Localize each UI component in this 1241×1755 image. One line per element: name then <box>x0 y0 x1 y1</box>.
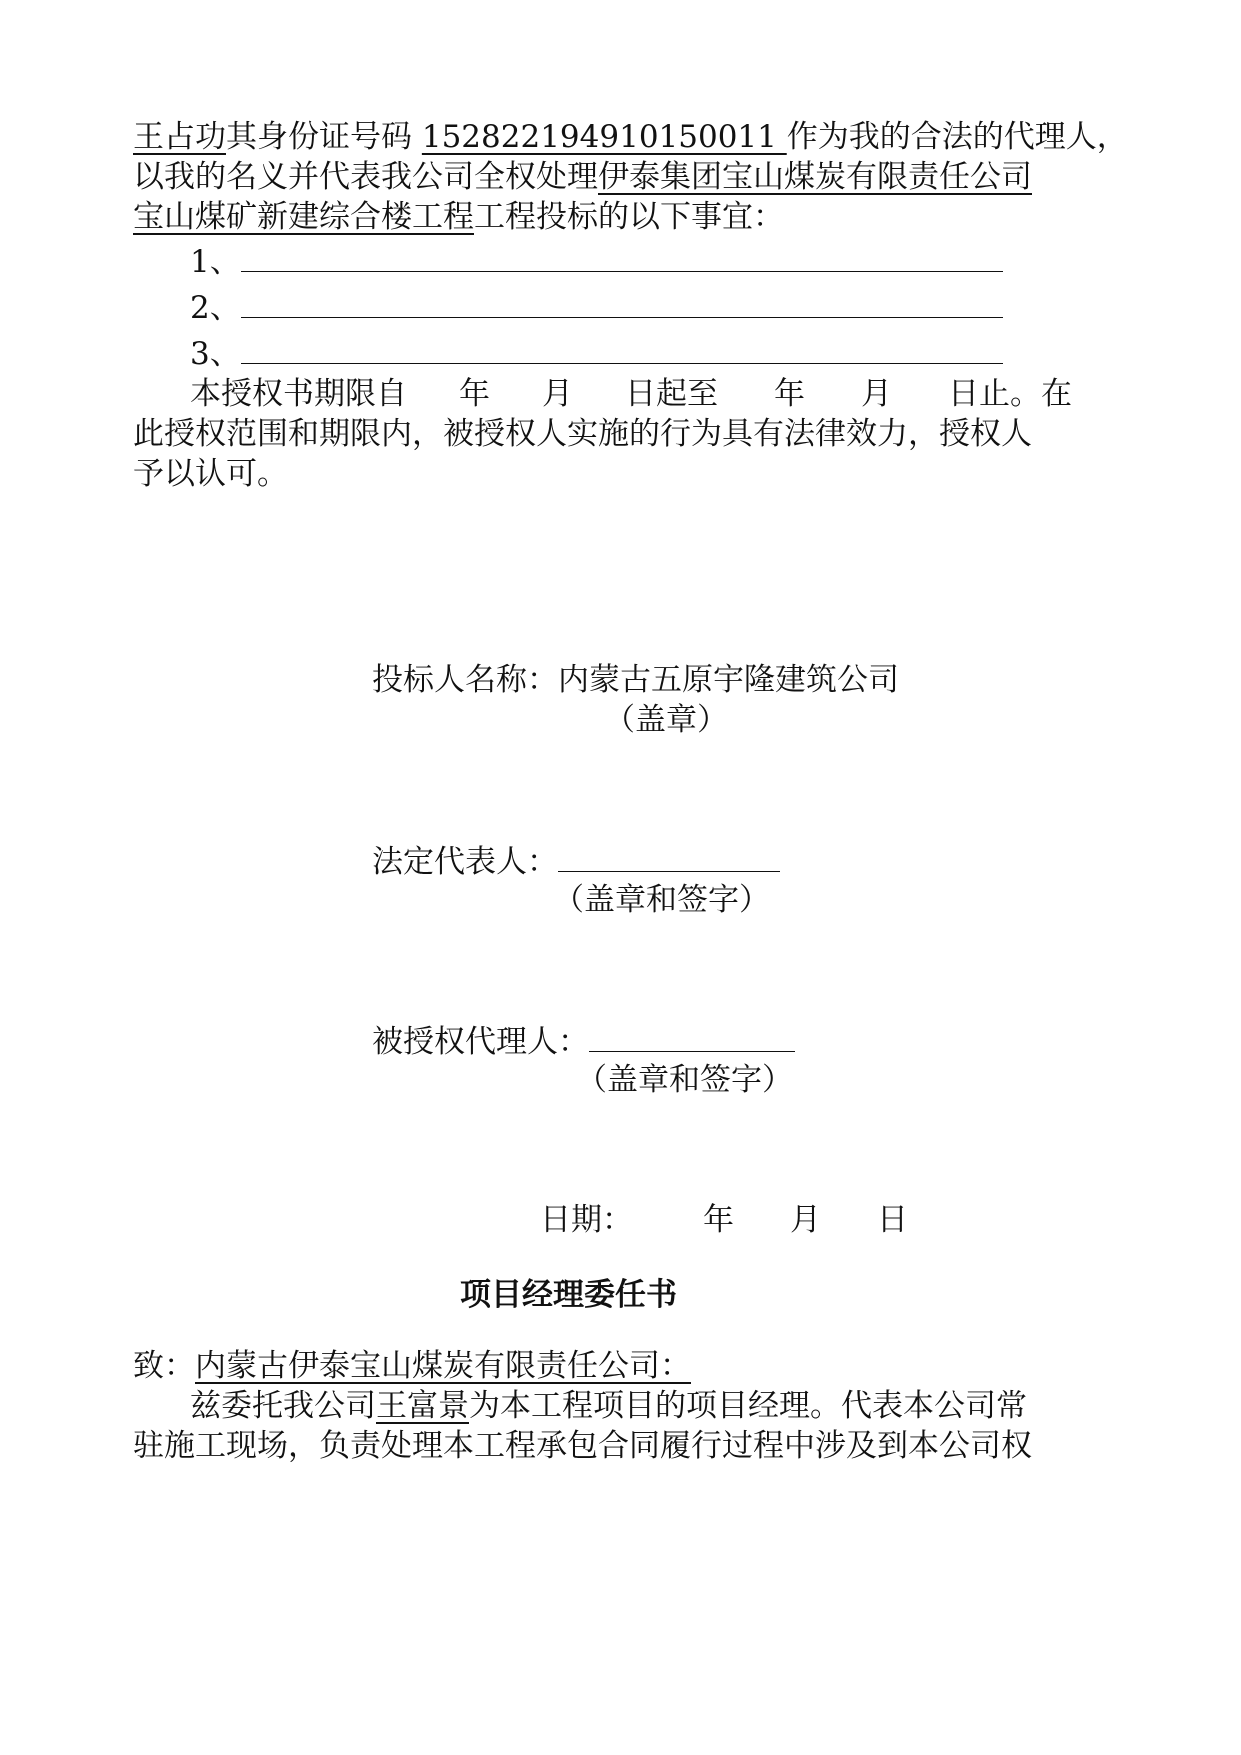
para2-text: 驻施工现场，负责处理本工程承包合同履行过程中涉及到本公司权 <box>133 1428 1032 1464</box>
line1-suffix: 作为我的合法的代理人， <box>786 119 1128 155</box>
item-blank-line <box>241 289 1003 318</box>
period-line-1 <box>190 374 1072 414</box>
line2-prefix: 以我的名义并代表我公司全权处理 <box>133 159 598 195</box>
auth-line-3 <box>133 197 784 237</box>
period-start-day: 日起至 <box>625 376 718 412</box>
bidder-line <box>372 660 899 700</box>
auth-line-1 <box>133 117 1128 157</box>
agent-label: 被授权代理人： <box>372 1024 589 1060</box>
legal-rep-stamp-text: （盖章和签字） <box>553 882 770 918</box>
bidder-stamp-text: （盖章） <box>604 702 728 738</box>
date-line <box>540 1200 908 1240</box>
item-number: 3、 <box>190 336 241 372</box>
item-number: 2、 <box>190 290 241 326</box>
period-prefix: 本授权书期限自 <box>190 376 407 412</box>
project-name-part1: 伊泰集团宝山煤炭有限责任公司 <box>598 159 1032 195</box>
id-number: 152822194910150011 <box>421 119 787 155</box>
period-line-2 <box>133 414 1032 454</box>
item-number: 1、 <box>190 244 241 280</box>
agent-signature-blank <box>589 1023 795 1052</box>
manager-name: 王富景 <box>376 1388 469 1424</box>
agent-name: 王占功 <box>133 119 226 155</box>
agent-line <box>372 1022 795 1062</box>
date-month: 月 <box>790 1202 821 1238</box>
para1-suffix: 为本工程项目的项目经理。代表本公司常 <box>469 1388 1027 1424</box>
period-text-3: 予以认可。 <box>133 456 288 492</box>
bidder-label: 投标人名称： <box>372 662 558 698</box>
item-blank-line <box>241 335 1003 364</box>
date-label: 日期： <box>540 1202 633 1238</box>
project-name-part2: 宝山煤矿新建综合楼工程 <box>133 199 474 235</box>
appointment-para-line-2 <box>133 1426 1032 1466</box>
bidder-stamp <box>604 700 728 740</box>
appointment-title-text: 项目经理委任书 <box>460 1277 677 1313</box>
matter-item-2 <box>190 288 1003 328</box>
auth-line-2 <box>133 157 1032 197</box>
bidder-name: 内蒙古五原宇隆建筑公司 <box>558 662 899 698</box>
line3-suffix: 工程投标的以下事宜： <box>474 199 784 235</box>
legal-rep-line <box>372 842 780 882</box>
addressee-line <box>133 1346 691 1386</box>
matter-item-1 <box>190 242 1003 282</box>
period-end-year: 年 <box>774 376 805 412</box>
date-year: 年 <box>703 1202 734 1238</box>
to-name: 内蒙古伊泰宝山煤炭有限责任公司： <box>195 1348 691 1384</box>
period-end-month: 月 <box>861 376 892 412</box>
legal-rep-signature-blank <box>558 843 780 872</box>
legal-rep-stamp <box>553 880 770 920</box>
period-text-2: 此授权范围和期限内，被授权人实施的行为具有法律效力，授权人 <box>133 416 1032 452</box>
period-line-3 <box>133 454 288 494</box>
id-prefix: 其身份证号码 <box>226 119 422 155</box>
para1-prefix: 兹委托我公司 <box>190 1388 376 1424</box>
legal-rep-label: 法定代表人： <box>372 844 558 880</box>
matter-item-3 <box>190 334 1003 374</box>
appointment-para-line-1 <box>190 1386 1027 1426</box>
period-start-year: 年 <box>459 376 490 412</box>
to-label: 致： <box>133 1348 195 1384</box>
item-blank-line <box>241 243 1003 272</box>
date-day: 日 <box>877 1202 908 1238</box>
agent-stamp-text: （盖章和签字） <box>576 1062 793 1098</box>
appointment-title <box>0 1275 1137 1315</box>
agent-stamp <box>576 1060 793 1100</box>
period-end-day: 日止。在 <box>948 376 1072 412</box>
period-start-month: 月 <box>542 376 573 412</box>
